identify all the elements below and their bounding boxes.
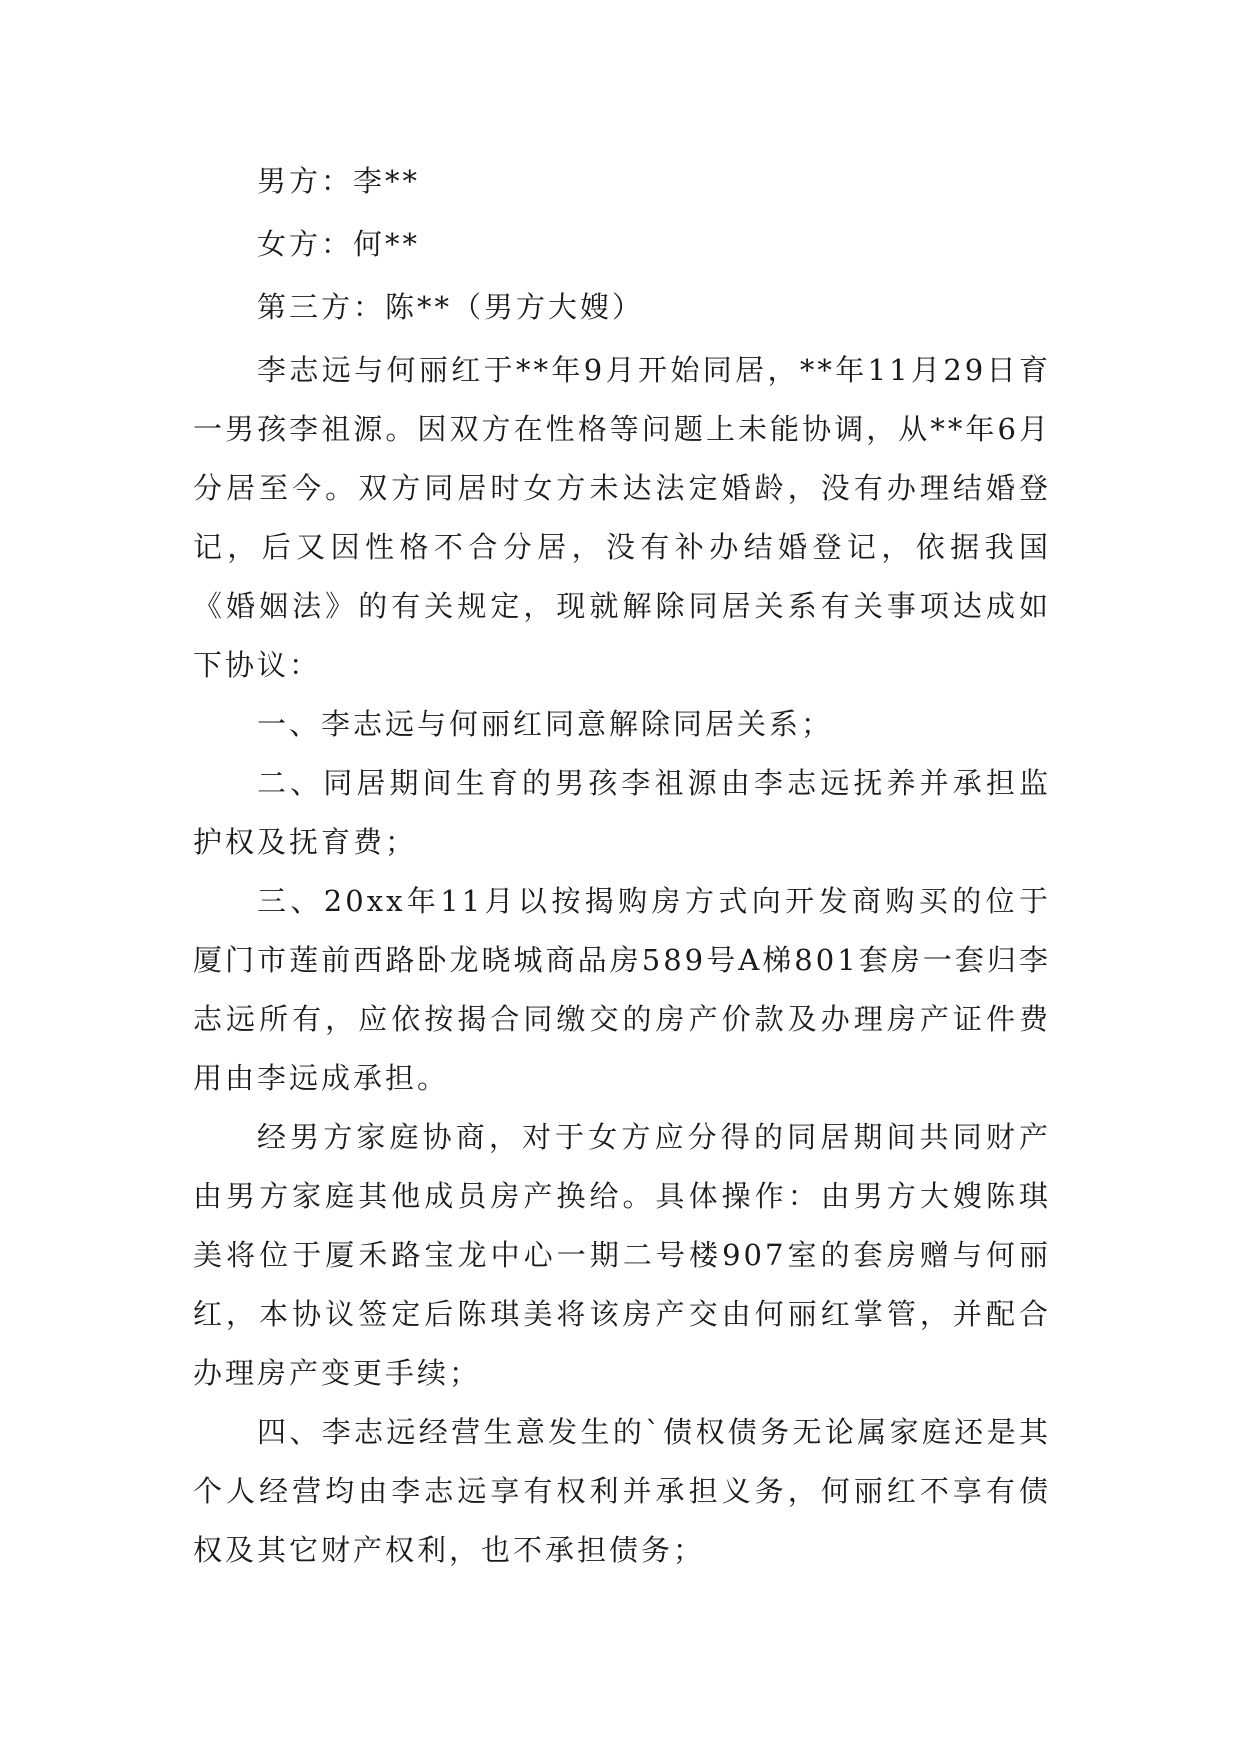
intro-paragraph: 李志远与何丽红于**年9月开始同居，**年11月29日育一男孩李祖源。因双方在性格等问题上未能协调，从**年6月分居至今。双方同居时女方未达法定婚龄，没有办理结婚登记，后又因性格不合分居，没有补办结婚登记，依据我国《婚姻法》的有关规定，现就解除同居关系有关事项达成如下协议：: [193, 353, 1051, 682]
clause-2: 二、同居期间生育的男孩李祖源由李志远抚养并承担监护权及抚育费；: [193, 766, 1051, 859]
party-third: 第三方：陈**（男方大嫂）: [257, 290, 645, 324]
clause-3: 三、20xx年11月以按揭购房方式向开发商购买的位于厦门市莲前西路卧龙晓城商品房589号A梯801套房一套归李志远所有，应依按揭合同缴交的房产价款及办理房产证件费用由李远成承担。: [193, 884, 1051, 1095]
clause-4: 四、李志远经营生意发生的`债权债务无论属家庭还是其个人经营均由李志远享有权利并承担义务，何丽红不享有债权及其它财产权利，也不承担债务；: [193, 1415, 1051, 1567]
party-female: 女方：何**: [257, 227, 421, 261]
clause-3-continuation: 经男方家庭协商，对于女方应分得的同居期间共同财产由男方家庭其他成员房产换给。具体操作：由男方大嫂陈琪美将位于厦禾路宝龙中心一期二号楼907室的套房赠与何丽红，本协议签定后陈琪美将该房产交由何丽红掌管，并配合办理房产变更手续；: [193, 1120, 1051, 1390]
party-male: 男方：李**: [257, 164, 421, 198]
clause-1: 一、李志远与何丽红同意解除同居关系；: [257, 707, 834, 741]
document-body: [193, 152, 1051, 1580]
